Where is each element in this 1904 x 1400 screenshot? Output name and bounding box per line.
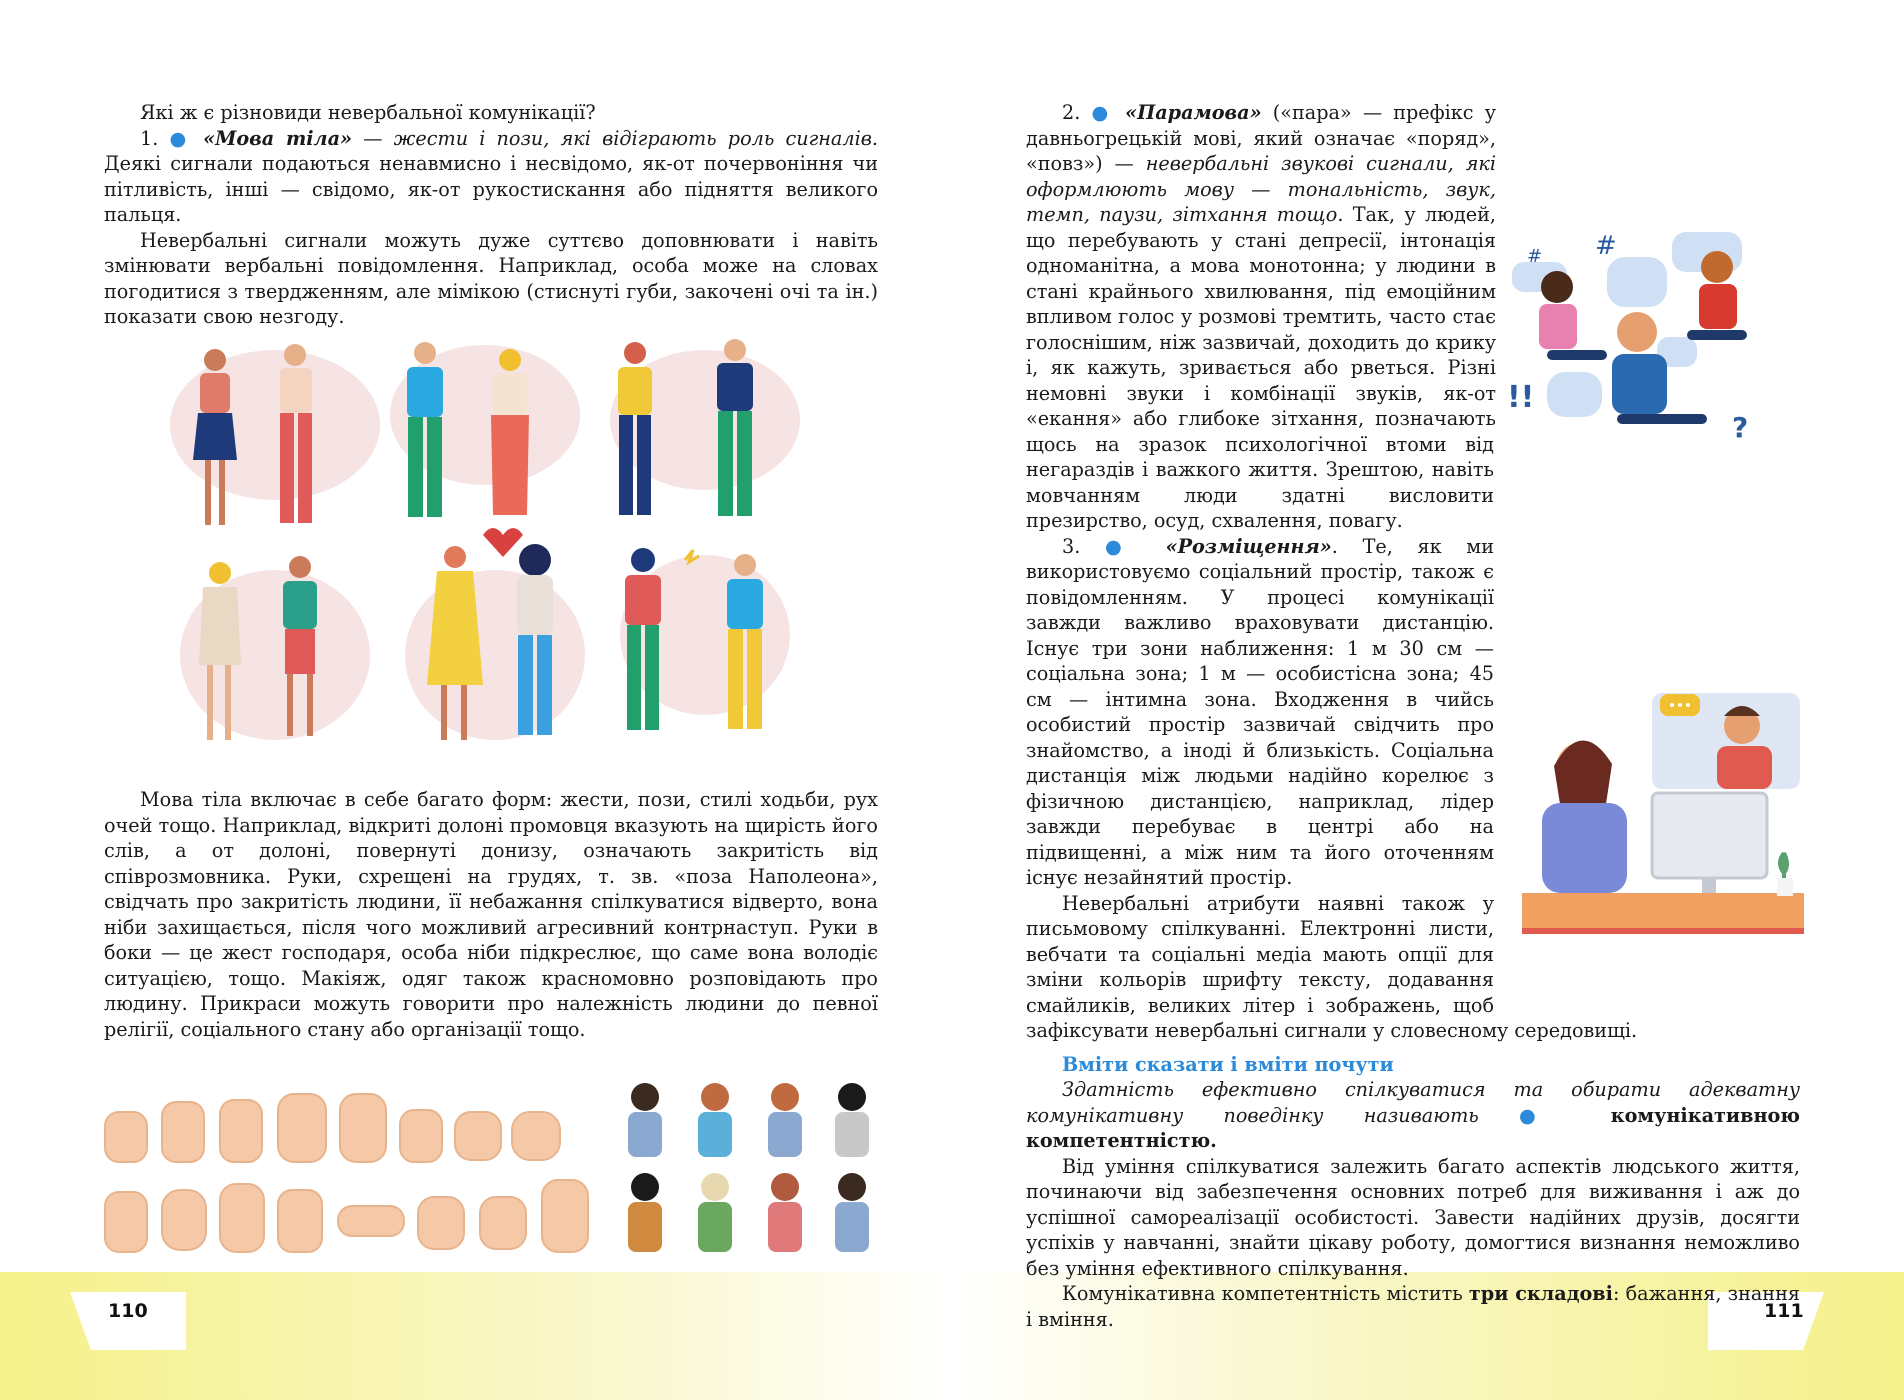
written-communication-paragraph: Невербальні атрибути наявні також у письмовому спілкуванні. Електронні листи, вебчати та соціальні медіа мають опції для зміни кольорів шрифту тексту, додавання смайликів, великих літер і зображень, щоб зафіксувати невербальні сигнали у словесному середовищі.	[1026, 891, 1638, 1042]
body-language-paragraph: 1. ● «Мова тіла» — жести і пози, які відіграють роль сигналів. Деякі сигнали подаються ненавмисно і несвідомо, як-от почервоніння чи пітливість, інші — свідомо, як-от рукостискання або підняття великого пальця.	[104, 126, 878, 226]
right-page	[952, 0, 1904, 1400]
verbal-signals-paragraph: Невербальні сигнали можуть дуже суттєво доповнювати і навіть змінювати вербальні повідомлення. Наприклад, особа може на словах погодитися з твердженням, але мімікою (стиснуті губи, закочені очі та ін.) показати свою незгоду.	[104, 228, 878, 328]
left-text-top	[104, 100, 878, 330]
placement-paragraph: 3. ● «Розміщення». Те, як ми використовуємо соціальний простір, також є повідомленням. У процесі комунікації завжди важливо враховувати дистанцію. Існує три зони наближення: 1 м 30 см — соціальна зона; 1 м — особистісна зона; 45 см — інтимна зона. Входження в чийсь особистий простір зазвичай свідчить про знайомство, а іноді й близькість. Соціальна дистанція між людьми надійно корелює з фізичною дистанцією, наприклад, лідер завжди перебуває в центрі або на підвищенні, а між ним та його оточенням існує незайнятий простір.	[1026, 534, 1494, 889]
svg-text:?: ?	[1732, 411, 1749, 444]
svg-text:#: #	[1527, 246, 1543, 267]
illustration-spacer-1	[1510, 202, 1800, 442]
definition-paragraph: Здатність ефективно спілкуватися та обирати адекватну комунікативну поведінку називають ● комунікативною компетентністю.	[1026, 1078, 1800, 1152]
page-number-left: 110	[108, 1300, 148, 1322]
section-heading: Вміти сказати і вміти почути	[1062, 1052, 1394, 1076]
importance-paragraph: Від уміння спілкуватися залежить багато аспектів людського життя, починаючи від забезпечення основних потреб для виживання і аж до успішної самореалізації особистості. Завести надійних друзів, досягти успіхів у навчанні, знайти цікаву роботу, домогтися визнання неможливо без уміння ефективного спілкування.	[1026, 1154, 1800, 1280]
body-language-illustration	[165, 335, 805, 767]
gestures-illustration	[100, 1072, 880, 1272]
illustration-spacer-2	[1508, 732, 1800, 1002]
left-text-bottom	[104, 787, 878, 1042]
body-language-forms-paragraph: Мова тіла включає в себе багато форм: жести, пози, стилі ходьби, рух очей тощо. Наприклад, відкриті долоні промовця вказують на щирість його слів, а от долоні, повернуті донизу, означають закритість від співрозмовника. Руки, схрещені на грудях, т. зв. «поза Наполеона», свідчать про закритість людини, її небажання спілкуватися відверто, вона ніби захищається, після чого можливий агресивний контрнаступ. Руки в боки — це жест господаря, особа ніби підкреслює, що саме вона володіє ситуацією, тощо. Макіяж, одяг також красномовно розповідають про людину. Прикраси можуть говорити про належність людини до певної релігії, соціального стану або організації тощо.	[104, 788, 878, 1041]
right-text	[1026, 100, 1800, 1332]
svg-text:!!: !!	[1507, 380, 1535, 415]
page-number-right: 111	[1764, 1300, 1804, 1322]
svg-text:#: #	[1595, 231, 1617, 261]
paralanguage-paragraph: 2. ● «Парамова» («пара» — префікс у давньогрецькій мові, який означає «поряд», «повз») — невербальні звукові сигнали, які оформлюють мову — тональність, звук, темп, паузи, зітхання тощо. Так, у людей, що перебувають у стані депресії, інтонація одноманітна, а мова монотонна; у людини в стані крайнього хвилювання, під емоційним впливом голос у розмові тремтить, часто стає голоснішим, ніж зазвичай, доходить до крику і, як кажуть, зривається або рветься. Різні немовні звуки і комбінації звуків, як-от «екання» або глибоке зітхання, позначають щось на зразок психологічної втоми від негараздів і важкого життя. Зрештою, навіть мовчанням люди здатні висловити презирство, осуд, схвалення, повагу.	[1026, 101, 1497, 532]
components-paragraph: Комунікативна компетентність містить три складові: бажання, знання і вміння.	[1026, 1282, 1800, 1331]
intro-paragraph: Які ж є різновиди невербальної комунікації?	[140, 101, 596, 124]
